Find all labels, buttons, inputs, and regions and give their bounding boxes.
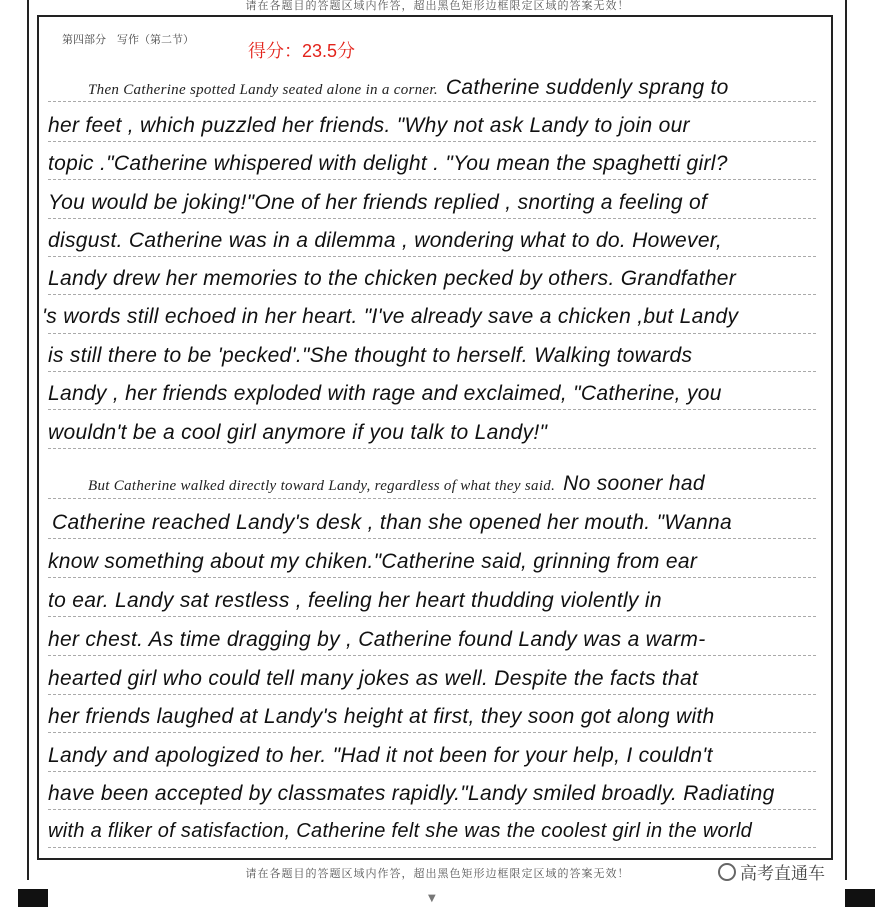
- left-border-line: [27, 0, 29, 880]
- writing-rule: [48, 732, 816, 733]
- p2-line-6: her friends laughed at Landy's height at first, they soon got along with: [48, 705, 715, 728]
- p1-line-4: disgust. Catherine was in a dilemma , wondering what to do. However,: [48, 229, 723, 252]
- p2-line-1: Catherine reached Landy's desk , than she opened her mouth. "Wanna: [52, 511, 732, 534]
- watermark-text: 高考直通车: [740, 864, 825, 884]
- p1-line-9: wouldn't be a cool girl anymore if you talk to Landy!": [48, 421, 548, 444]
- section-label: 第四部分 写作（第二节）: [62, 33, 194, 46]
- writing-rule: [48, 809, 816, 810]
- p2-line-3: to ear. Landy sat restless , feeling her heart thudding violently in: [48, 589, 662, 612]
- writing-rule: [48, 616, 816, 617]
- writing-rule: [48, 847, 816, 848]
- p2-line-7: Landy and apologized to her. "Had it not been for your help, I couldn't: [48, 744, 713, 767]
- p1-line-7: is still there to be 'pecked'."She thought to herself. Walking towards: [48, 344, 693, 367]
- p1-line-3: You would be joking!"One of her friends replied , snorting a feeling of: [48, 191, 708, 214]
- writing-rule: [48, 101, 816, 102]
- corner-block-left: [18, 889, 48, 907]
- writing-rule: [48, 771, 816, 772]
- p2-line-0: But Catherine walked directly toward Landy, regardless of what they said. No sooner had: [88, 472, 705, 495]
- p2-line-5: hearted girl who could tell many jokes as well. Despite the facts that: [48, 667, 699, 690]
- writing-rule: [48, 538, 816, 539]
- writing-rule: [48, 141, 816, 142]
- p1-line-0: Then Catherine spotted Landy seated alone in a corner. Catherine suddenly sprang to: [88, 76, 729, 99]
- right-border-line: [845, 0, 847, 880]
- p1-line-1: her feet , which puzzled her friends. "Why not ask Landy to join our: [48, 114, 690, 137]
- writing-rule: [48, 371, 816, 372]
- p1-line-8: Landy , her friends exploded with rage and exclaimed, "Catherine, you: [48, 382, 722, 405]
- p2-line-9: with a fliker of satisfaction, Catherine felt she was the coolest girl in the world: [48, 820, 753, 842]
- corner-block-right: [845, 889, 875, 907]
- writing-rule: [48, 448, 816, 449]
- p2-prompt: But Catherine walked directly toward Landy, regardless of what they said.: [88, 478, 556, 494]
- p1-line-2: topic ."Catherine whispered with delight . "You mean the spaghetti girl?: [48, 152, 728, 175]
- writing-rule: [48, 256, 816, 257]
- writing-rule: [48, 294, 816, 295]
- writing-rule: [48, 498, 816, 499]
- p1-line-6: 's words still echoed in her heart. "I've already save a chicken ,but Landy: [42, 305, 739, 328]
- writing-rule: [48, 218, 816, 219]
- top-notice: 请在各题目的答题区域内作答，超出黑色矩形边框限定区域的答案无效！: [245, 0, 630, 12]
- writing-rule: [48, 409, 816, 410]
- writing-rule: [48, 655, 816, 656]
- watermark: [718, 859, 825, 884]
- writing-rule: [48, 577, 816, 578]
- p2-line-4: her chest. As time dragging by , Catherine found Landy was a warm-: [48, 628, 706, 651]
- chevron-down-icon[interactable]: ▼: [428, 893, 436, 904]
- writing-rule: [48, 179, 816, 180]
- p2-line-2: know something about my chiken."Catherine said, grinning from ear: [48, 550, 698, 573]
- p1-line-5: Landy drew her memories to the chicken pecked by others. Grandfather: [48, 267, 737, 290]
- bottom-notice: 请在各题目的答题区域内作答，超出黑色矩形边框限定区域的答案无效！: [245, 867, 630, 880]
- bottom-bar: [0, 888, 875, 907]
- wechat-icon: [718, 863, 736, 881]
- p1-prompt: Then Catherine spotted Landy seated alone in a corner.: [88, 82, 438, 98]
- p2-line-8: have been accepted by classmates rapidly."Landy smiled broadly. Radiating: [48, 782, 775, 805]
- writing-rule: [48, 694, 816, 695]
- score-text: 得分：23.5分: [248, 41, 356, 61]
- writing-rule: [48, 333, 816, 334]
